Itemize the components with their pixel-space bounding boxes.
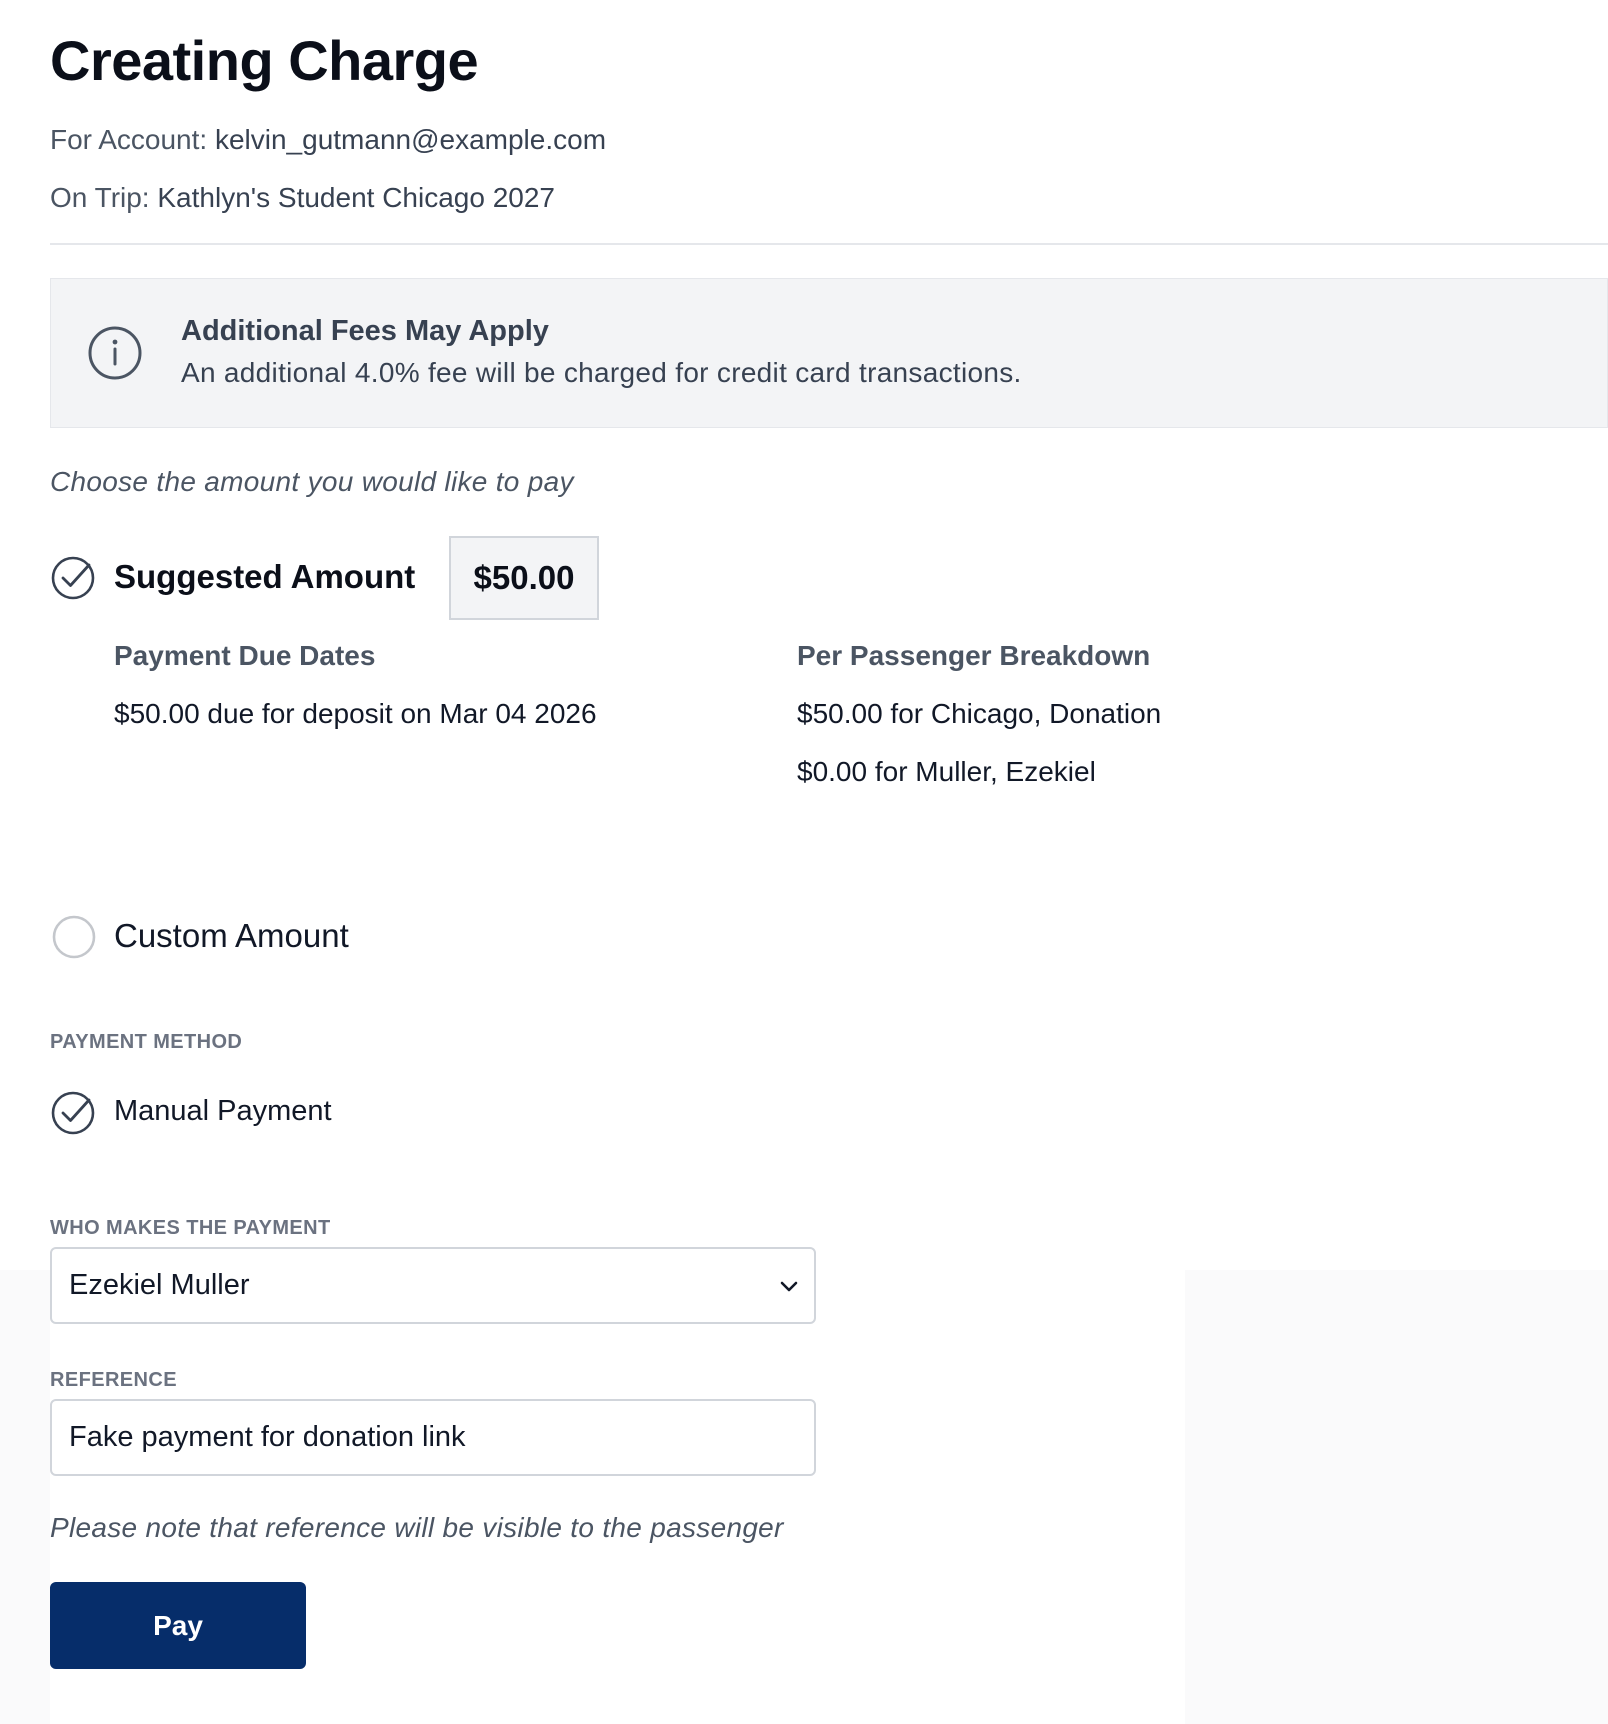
suggested-amount-label[interactable]: Suggested Amount bbox=[114, 558, 416, 595]
custom-amount-label[interactable]: Custom Amount bbox=[114, 917, 349, 954]
trip-value: Kathlyn's Student Chicago 2027 bbox=[157, 182, 555, 213]
manual-payment-label[interactable]: Manual Payment bbox=[114, 1095, 332, 1127]
pay-button[interactable]: Pay bbox=[50, 1582, 306, 1669]
due-dates-heading: Payment Due Dates bbox=[114, 640, 376, 671]
payer-select[interactable] bbox=[50, 1247, 816, 1324]
reference-input[interactable] bbox=[50, 1399, 816, 1476]
charge-form bbox=[50, 0, 1608, 1724]
info-title: Additional Fees May Apply bbox=[181, 315, 549, 347]
check-circle-icon[interactable] bbox=[50, 555, 96, 601]
payment-method-label: PAYMENT METHOD bbox=[50, 1031, 243, 1053]
reference-note: Please note that reference will be visible to the passenger bbox=[50, 1512, 784, 1543]
info-text: An additional 4.0% fee will be charged for credit card transactions. bbox=[181, 357, 1022, 388]
breakdown-heading: Per Passenger Breakdown bbox=[797, 640, 1151, 671]
chevron-down-icon bbox=[778, 1275, 800, 1297]
page-title: Creating Charge bbox=[50, 29, 479, 92]
reference-input-value: Fake payment for donation link bbox=[69, 1421, 466, 1453]
reference-label: REFERENCE bbox=[50, 1369, 177, 1391]
trip-line bbox=[50, 182, 555, 214]
account-label: For Account: bbox=[50, 124, 208, 155]
account-value: kelvin_gutmann@example.com bbox=[214, 124, 607, 155]
due-date-item: $50.00 due for deposit on Mar 04 2026 bbox=[114, 698, 597, 729]
suggested-amount-value: $50.00 bbox=[449, 536, 599, 620]
trip-label: On Trip: bbox=[50, 182, 150, 213]
account-line bbox=[50, 124, 606, 156]
radio-empty-icon[interactable] bbox=[52, 915, 96, 959]
breakdown-item: $50.00 for Chicago, Donation bbox=[797, 698, 1162, 729]
payer-select-value: Ezekiel Muller bbox=[69, 1269, 250, 1301]
breakdown-item: $0.00 for Muller, Ezekiel bbox=[797, 756, 1096, 787]
fee-info-banner bbox=[50, 278, 1608, 428]
check-circle-icon[interactable] bbox=[50, 1090, 96, 1136]
payer-label: WHO MAKES THE PAYMENT bbox=[50, 1217, 331, 1239]
info-icon bbox=[87, 325, 143, 381]
header-divider bbox=[50, 243, 1608, 245]
amount-prompt: Choose the amount you would like to pay bbox=[50, 466, 574, 497]
